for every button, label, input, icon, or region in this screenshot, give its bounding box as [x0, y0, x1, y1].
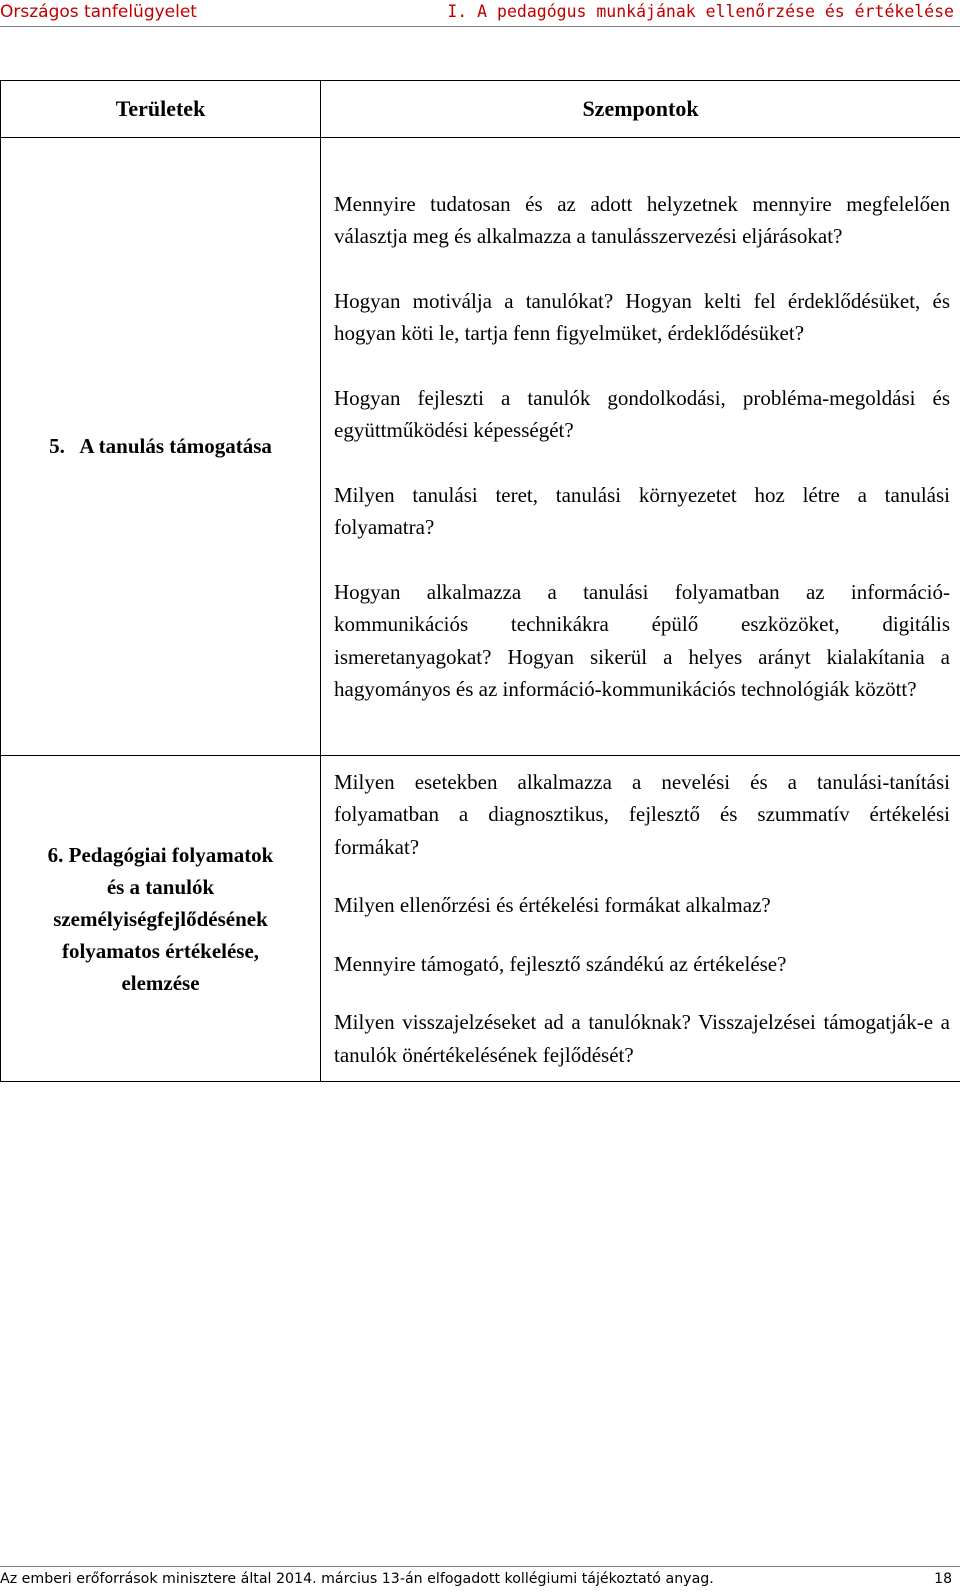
- table-row: [1, 138, 960, 756]
- table-header-row: [1, 81, 960, 138]
- question-item: Milyen visszajelzéseket ad a tanulóknak? Visszajelzései támogatják-e a tanulók önértékelésének fejlődését?: [334, 1010, 950, 1067]
- area-number: 5.: [49, 434, 65, 458]
- area-label-line: Pedagógiai folyamatok: [68, 842, 274, 867]
- column-header-criteria: Szempontok: [321, 81, 960, 138]
- question-item: Hogyan motiválja a tanulókat? Hogyan kelti fel érdeklődésüket, és hogyan köti le, tartja fenn figyelmüket, érdeklődésüket?: [334, 288, 950, 345]
- criteria-cell-6: [321, 756, 960, 1082]
- area-label-line: folyamatos értékelése,: [61, 938, 260, 963]
- area-label-line: elemzése: [121, 970, 200, 995]
- area-number: 6.: [47, 842, 64, 867]
- question-item: Hogyan alkalmazza a tanulási folyamatban az információ-kommunikációs technikákra épülő eszközöket, digitális ismeretanyagokat? Hogyan sikerül a helyes arányt kialakítania a hagyományos és az információ-kommunikációs technológiák között?: [334, 579, 950, 701]
- header-organization: Országos tanfelügyelet: [0, 2, 197, 22]
- question-item: Milyen tanulási teret, tanulási környezetet hoz létre a tanulási folyamatra?: [334, 482, 950, 539]
- area-label-line: személyiségfejlődésének: [53, 906, 268, 931]
- question-item: Hogyan fejleszti a tanulók gondolkodási, probléma-megoldási és együttműködési képességét?: [334, 385, 950, 442]
- footer-divider: [0, 1566, 960, 1567]
- header-section-title: I. A pedagógus munkájának ellenőrzése és értékelése: [447, 2, 954, 21]
- question-item: Milyen ellenőrzési és értékelési formákat alkalmaz?: [334, 893, 771, 918]
- page-footer: [0, 1558, 960, 1593]
- question-item: Milyen esetekben alkalmazza a nevelési és a tanulási-tanítási folyamatban a diagnosztikus, fejlesztő és szummatív értékelési formákat?: [334, 769, 950, 859]
- area-cell-5: [1, 138, 321, 756]
- area-label: A tanulás támogatása: [79, 434, 272, 458]
- area-cell-6: [1, 756, 321, 1082]
- page-header: [0, 0, 960, 27]
- header-divider: [0, 26, 960, 27]
- question-item: Mennyire támogató, fejlesztő szándékú az értékelése?: [334, 951, 787, 976]
- column-header-areas: Területek: [1, 81, 321, 138]
- area-label-line: és a tanulók: [106, 874, 215, 899]
- table-row: [1, 756, 960, 1082]
- page-number: 18: [934, 1571, 952, 1587]
- criteria-table: [0, 80, 960, 1082]
- footer-text: Az emberi erőforrások minisztere által 2014. március 13-án elfogadott kollégiumi tájékoztató anyag.: [0, 1571, 714, 1587]
- criteria-cell-5: [321, 138, 960, 756]
- question-item: Mennyire tudatosan és az adott helyzetnek mennyire megfelelően választja meg és alkalmazza a tanulásszervezési eljárásokat?: [334, 191, 950, 248]
